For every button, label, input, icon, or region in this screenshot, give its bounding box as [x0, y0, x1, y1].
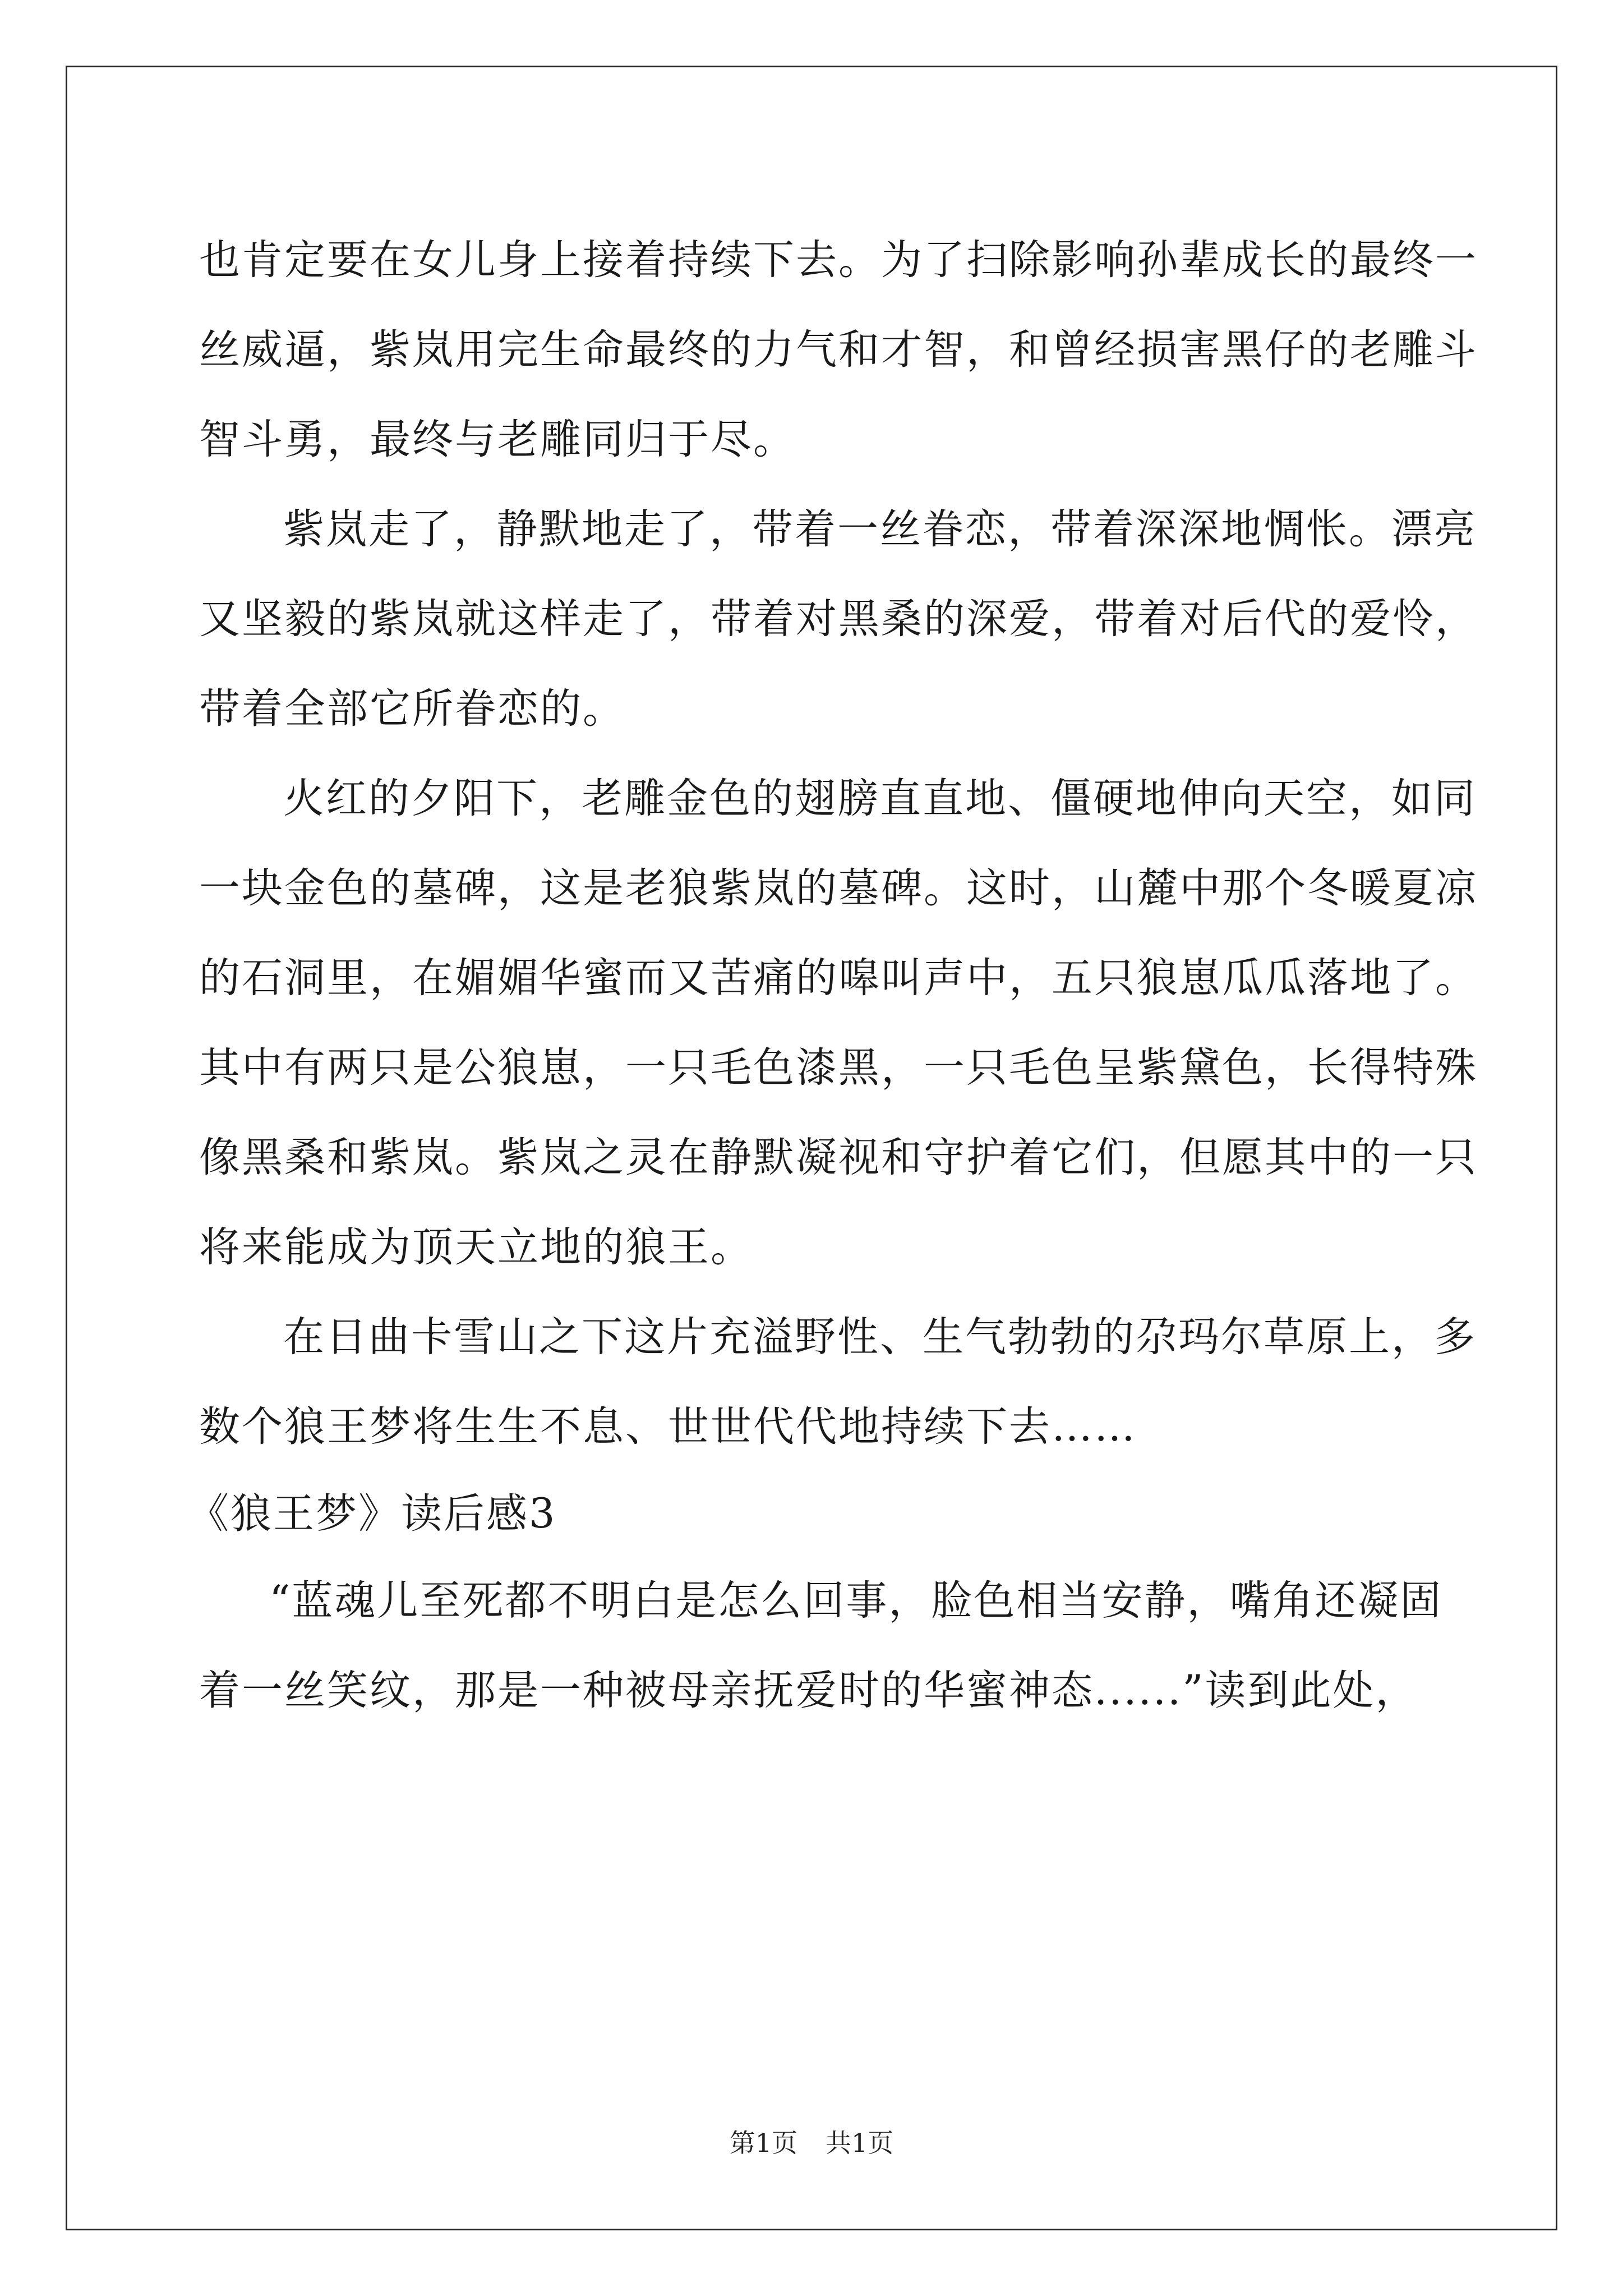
page-number: 第1页	[729, 2128, 797, 2158]
text-line: 火红的夕阳下，老雕金色的翅膀直直地、僵硬地伸向天空，如同	[283, 775, 1477, 822]
text-line: 数个狼王梦将生生不息、世世代代地持续下去……	[199, 1403, 1137, 1451]
text-line: 智斗勇，最终与老雕同归于尽。	[199, 416, 796, 463]
text-line: 也肯定要在女儿身上接着持续下去。为了扫除影响孙辈成长的最终一	[199, 236, 1478, 284]
text-line: 带着全部它所眷恋的。	[199, 685, 625, 733]
page-footer	[0, 2126, 1623, 2160]
text-line: 着一丝笑纹，那是一种被母亲抚爱时的华蜜神态......”读到此处，	[199, 1667, 1418, 1714]
text-line: 将来能成为顶天立地的狼王。	[199, 1223, 753, 1271]
text-line: 紫岚走了，静默地走了，带着一丝眷恋，带着深深地惆怅。漂亮	[283, 505, 1477, 553]
text-line: 一块金色的墓碑，这是老狼紫岚的墓碑。这时，山麓中那个冬暖夏凉	[199, 864, 1478, 912]
text-line: 在日曲卡雪山之下这片充溢野性、生气勃勃的尕玛尔草原上，多	[283, 1313, 1477, 1361]
document-body	[188, 215, 1478, 1736]
section-heading: 《狼王梦》读后感3	[188, 1490, 557, 1538]
page-total: 共1页	[826, 2128, 894, 2158]
text-line: 丝威逼，紫岚用完生命最终的力气和才智，和曾经损害黑仔的老雕斗	[199, 326, 1478, 374]
text-line: 的石洞里，在媚媚华蜜而又苦痛的嗥叫声中，五只狼崽瓜瓜落地了。	[199, 954, 1478, 1002]
text-line: 其中有两只是公狼崽，一只毛色漆黑，一只毛色呈紫黛色，长得特殊	[199, 1044, 1478, 1092]
text-line: “蓝魂儿至死都不明白是怎么回事，脸色相当安静，嘴角还凝固	[269, 1577, 1443, 1625]
text-line: 又坚毅的紫岚就这样走了，带着对黑桑的深爱，带着对后代的爱怜，	[199, 595, 1478, 643]
text-line: 像黑桑和紫岚。紫岚之灵在静默凝视和守护着它们，但愿其中的一只	[199, 1134, 1478, 1181]
